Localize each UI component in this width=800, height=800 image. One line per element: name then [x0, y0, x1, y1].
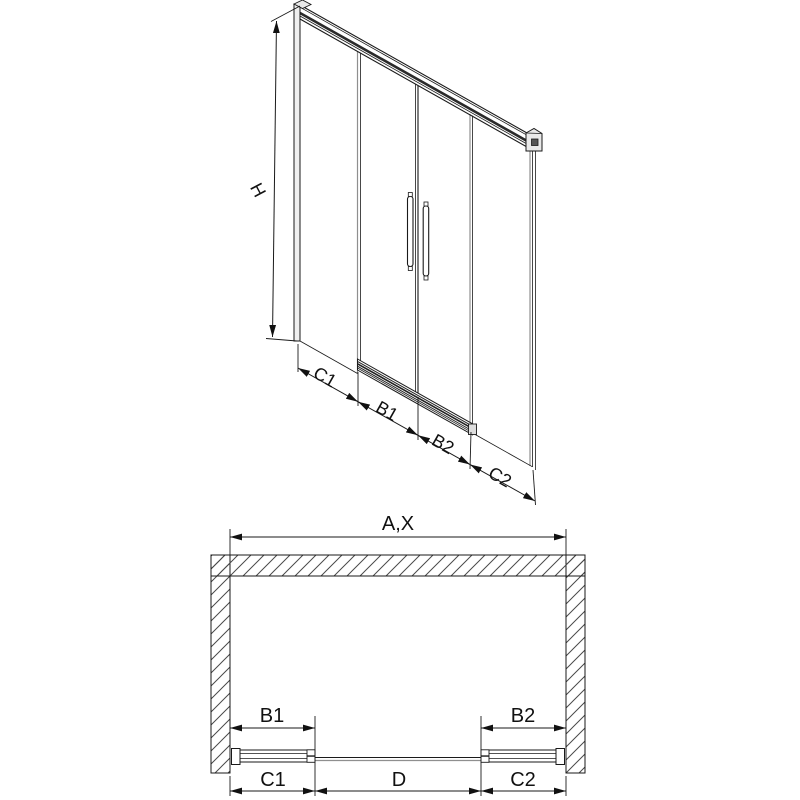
wall-back	[211, 555, 585, 576]
dimension-bottom-chain	[230, 769, 566, 796]
dimension-height	[246, 6, 300, 341]
guide-rail-end-block	[469, 424, 477, 435]
wall-right	[566, 555, 585, 773]
wall-bracket-left	[232, 749, 241, 765]
roller-bracket	[481, 756, 489, 762]
roller-bracket	[481, 750, 489, 756]
sliding-door-right	[481, 749, 565, 765]
wall-left	[211, 555, 230, 773]
dimension-label-c2-iso: C2	[485, 462, 515, 492]
dimension-label-b2-iso: B2	[428, 429, 458, 459]
dimension-label-c1-iso: C1	[310, 362, 340, 392]
isometric-view	[246, 0, 542, 505]
wall-profile-left	[294, 0, 311, 341]
dimension-label-b2: B2	[510, 705, 536, 727]
dimension-label-b1: B1	[259, 705, 285, 727]
roller-bracket	[307, 750, 315, 756]
bottom-guide-rail	[358, 359, 477, 435]
roller-bracket	[307, 756, 315, 762]
dimension-widths	[298, 344, 536, 505]
door-handle-left-icon	[408, 193, 414, 271]
dimension-label-d: D	[391, 769, 407, 791]
dimension-label-h: H	[246, 179, 270, 201]
walls	[211, 555, 585, 773]
door-handle-right-icon	[423, 202, 429, 280]
dimension-label-ax: A,X	[381, 513, 415, 535]
dimension-label-c2: C2	[510, 769, 536, 791]
dimension-label-b1-iso: B1	[372, 396, 402, 426]
plan-view	[211, 513, 585, 796]
rail-end-cap	[526, 129, 542, 152]
dimension-label-c1: C1	[260, 769, 286, 791]
dimension-overall-width	[230, 513, 566, 556]
top-rail	[300, 5, 542, 151]
wall-bracket-right	[556, 749, 565, 765]
sliding-door-left	[232, 749, 316, 765]
